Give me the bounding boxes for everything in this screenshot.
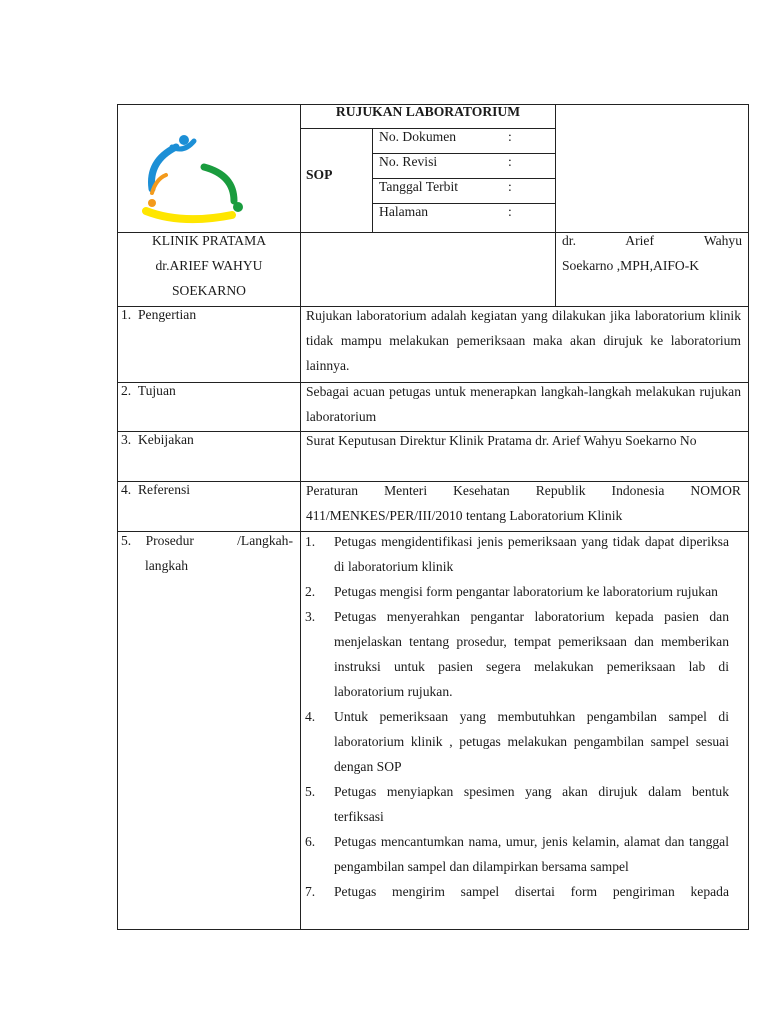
step-number: 5.: [305, 784, 316, 799]
field-separator: :: [508, 154, 512, 169]
field-separator: :: [508, 129, 512, 144]
clinic-name-line3: SOEKARNO: [171, 283, 246, 298]
section-text-kebijakan: Surat Keputusan Direktur Klinik Pratama dr. Arief Wahyu Soekarno No: [306, 433, 697, 448]
step-text: Petugas menyerahkan pengantar laboratorium kepada pasien dan menjelaskan tentang prosedur, tempat pemeriksaan dan memberikan instruksi untuk pasien segera melakukan pemeriksaan lab di laboratorium rujukan.: [334, 609, 729, 699]
step-number: 6.: [305, 834, 316, 849]
sop-label: SOP: [306, 167, 333, 182]
clinic-name-line2: dr.ARIEF WAHYU: [155, 258, 263, 273]
field-label-no-revisi: No. Revisi: [379, 154, 438, 169]
step-text: Petugas mengidentifikasi jenis pemeriksaan yang tidak dapat diperiksa di laboratorium klinik: [334, 534, 729, 574]
section-label-kebijakan: 3. Kebijakan: [121, 432, 194, 447]
step-text: Petugas mengirim sampel disertai form pengiriman kepada: [334, 884, 729, 899]
step-number: 3.: [305, 609, 316, 624]
field-separator: :: [508, 204, 512, 219]
list-item: [305, 704, 729, 779]
section-label-tujuan: 2. Tujuan: [121, 383, 176, 398]
step-number: 7.: [305, 884, 316, 899]
field-label-no-dokumen: No. Dokumen: [379, 129, 457, 144]
section-label-referensi: 4. Referensi: [121, 482, 191, 497]
step-number: 2.: [305, 584, 316, 599]
signer-name-line2: Soekarno ,MPH,AIFO-K: [562, 258, 700, 273]
field-label-halaman: Halaman: [379, 204, 429, 219]
logo-orange-dot: [148, 199, 156, 207]
clinic-logo: [142, 131, 248, 225]
logo-green-dot: [233, 202, 243, 212]
table-column-divider: [555, 104, 556, 307]
list-item: [305, 779, 729, 829]
section-label-prosedur: 5. Prosedur /Langkah-: [121, 533, 293, 548]
step-text: Petugas mengisi form pengantar laboratorium ke laboratorium rujukan: [334, 584, 718, 599]
prosedur-steps-list: [305, 529, 729, 904]
step-text: Petugas mencantumkan nama, umur, jenis kelamin, alamat dan tanggal pengambilan sampel dan dilampirkan bersama sampel: [334, 834, 729, 874]
document-title: RUJUKAN LABORATORIUM: [335, 104, 521, 119]
logo-blue-figure-head: [179, 135, 189, 145]
step-number: 1.: [305, 534, 316, 549]
step-number: 4.: [305, 709, 316, 724]
section-text-pengertian: Rujukan laboratorium adalah kegiatan yang dilakukan jika laboratorium klinik tidak mampu melakukan pemeriksaan maka akan dirujuk ke laboratorium lainnya.: [306, 308, 741, 373]
field-label-tanggal-terbit: Tanggal Terbit: [379, 179, 459, 194]
section-text-tujuan: Sebagai acuan petugas untuk menerapkan langkah-langkah melakukan rujukan laboratorium: [306, 384, 741, 424]
list-item: [305, 879, 729, 904]
list-item: [305, 829, 729, 879]
table-column-divider: [300, 104, 301, 930]
list-item: [305, 579, 729, 604]
step-text: Petugas menyiapkan spesimen yang akan dirujuk dalam bentuk terfiksasi: [334, 784, 729, 824]
signer-name-line1: dr. Arief Wahyu: [562, 233, 742, 248]
clinic-name-line1: KLINIK PRATAMA: [151, 233, 267, 248]
list-item: [305, 529, 729, 579]
table-column-divider: [372, 128, 373, 233]
field-separator: :: [508, 179, 512, 194]
table-border-bottom: [117, 929, 749, 930]
step-text: Untuk pemeriksaan yang membutuhkan pengambilan sampel di laboratorium klinik , petugas melakukan pengambilan sampel sesuai dengan SOP: [334, 709, 729, 774]
table-border-right: [748, 104, 749, 930]
section-text-referensi: Peraturan Menteri Kesehatan Republik Indonesia NOMOR 411/MENKES/PER/III/2010 tentang Laboratorium Klinik: [306, 483, 741, 523]
list-item: [305, 604, 729, 704]
section-label-pengertian: 1. Pengertian: [121, 307, 197, 322]
section-label-prosedur-cont: langkah: [145, 558, 189, 573]
